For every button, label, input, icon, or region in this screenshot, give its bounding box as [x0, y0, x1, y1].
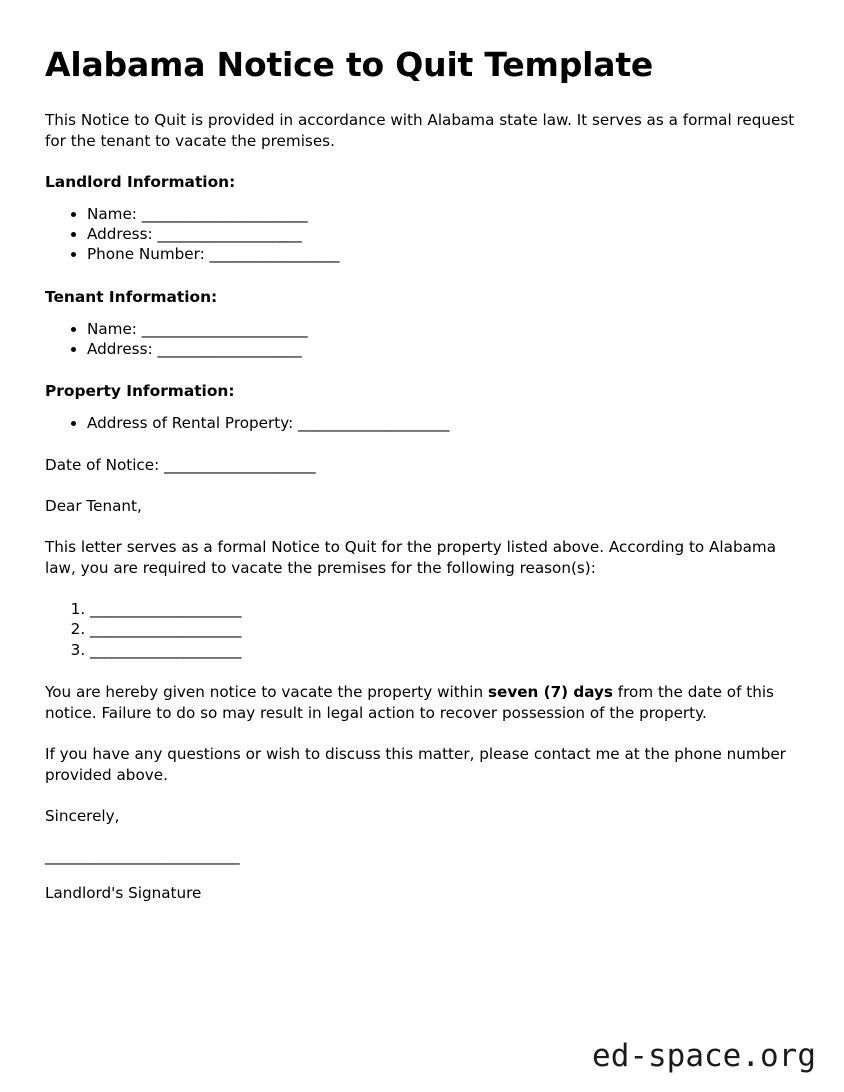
tenant-information-heading: Tenant Information: — [45, 287, 218, 306]
reason-blank[interactable]: _____________________ — [90, 620, 242, 639]
reasons-list — [45, 599, 799, 660]
site-watermark: ed-space.org — [592, 1038, 816, 1074]
list-item — [90, 640, 799, 660]
list-item — [90, 619, 799, 639]
field-label: Address of Rental Property: — [87, 414, 294, 433]
list-item — [90, 599, 799, 619]
field-blank[interactable]: _______________________ — [141, 319, 308, 338]
date-of-notice-blank[interactable]: _____________________ — [164, 456, 316, 475]
reason-blank[interactable]: _____________________ — [90, 600, 242, 619]
notice-paragraph: This letter serves as a formal Notice to Quit for the property listed above. According to Alabama law, you are required to vacate the premises for the following reason(s): — [45, 538, 777, 578]
list-item — [87, 224, 799, 244]
closing-salutation: Sincerely, — [45, 806, 120, 825]
date-of-notice-label: Date of Notice: — [45, 456, 160, 475]
list-item — [87, 244, 799, 264]
vacate-paragraph — [45, 682, 795, 724]
field-blank[interactable]: _______________________ — [141, 204, 308, 223]
page-title: Alabama Notice to Quit Template — [45, 45, 654, 84]
list-item — [87, 319, 799, 339]
signature-caption: Landlord's Signature — [45, 883, 202, 902]
tenant-information-list — [45, 319, 799, 359]
date-of-notice-line — [45, 455, 799, 476]
list-item — [87, 413, 799, 433]
field-blank[interactable]: _____________________ — [298, 414, 450, 433]
field-label: Name: — [87, 319, 137, 338]
vacate-text-before: You are hereby given notice to vacate the property within — [45, 682, 488, 701]
vacate-deadline-emphasis: seven (7) days — [487, 682, 613, 701]
field-label: Address: — [87, 339, 153, 358]
property-information-list — [45, 413, 799, 433]
field-label: Name: — [87, 204, 137, 223]
list-item — [87, 339, 799, 359]
list-item — [87, 204, 799, 224]
reason-blank[interactable]: _____________________ — [90, 640, 242, 659]
landlord-information-list — [45, 204, 799, 265]
vacate-text-after: from the date of this notice. Failure to do so may result in legal action to recover possession of the property. — [45, 682, 774, 722]
salutation: Dear Tenant, — [45, 497, 142, 516]
field-blank[interactable]: ____________________ — [157, 339, 302, 358]
field-label: Address: — [87, 225, 153, 244]
field-blank[interactable]: ____________________ — [157, 225, 302, 244]
property-information-heading: Property Information: — [45, 382, 235, 400]
landlord-information-heading: Landlord Information: — [45, 172, 236, 191]
contact-paragraph: If you have any questions or wish to discuss this matter, please contact me at the phone number provided above. — [45, 744, 786, 784]
intro-paragraph: This Notice to Quit is provided in accordance with Alabama state law. It serves as a formal request for the tenant to vacate the premises. — [45, 110, 795, 150]
field-label: Phone Number: — [87, 245, 205, 264]
field-blank[interactable]: __________________ — [209, 245, 340, 264]
signature-line[interactable]: ___________________________ — [45, 846, 240, 865]
